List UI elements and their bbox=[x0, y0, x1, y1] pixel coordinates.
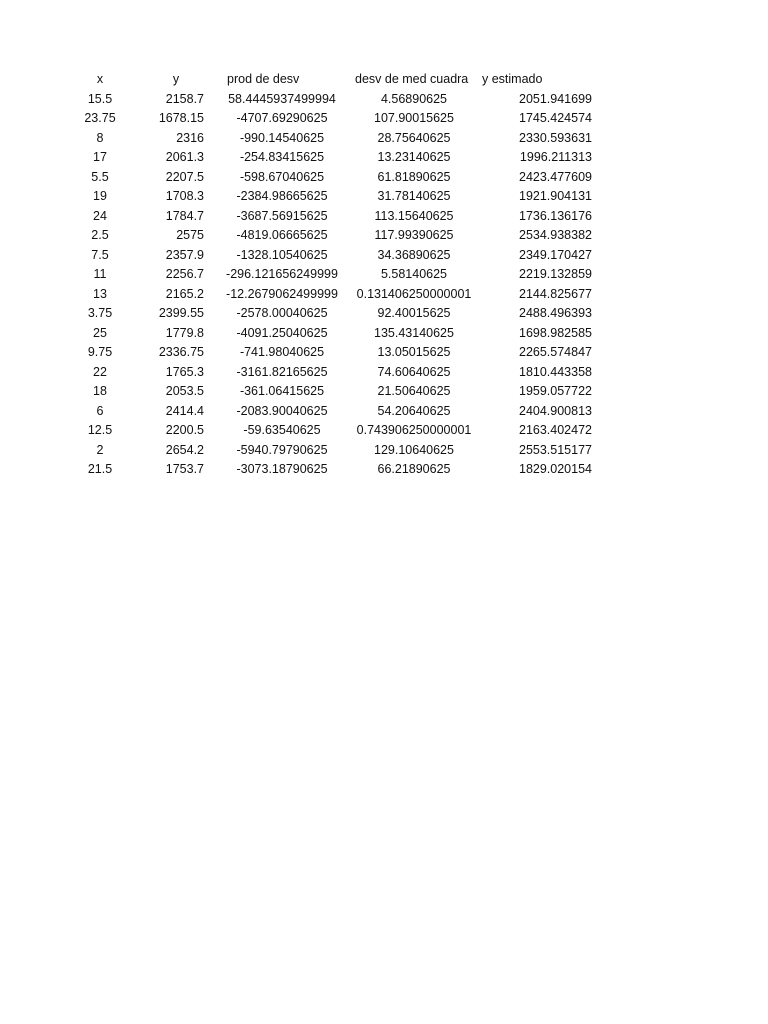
table-body bbox=[62, 90, 602, 480]
cell-y-estimado: 1921.904131 bbox=[519, 189, 592, 203]
cell-x: 2 bbox=[96, 442, 104, 457]
table-row bbox=[62, 265, 602, 285]
cell-prod-de-desv: -361.06415625 bbox=[239, 384, 325, 398]
cell-desv-de-med-cuadra: 66.21890625 bbox=[377, 462, 451, 476]
cell-desv-de-med-cuadra: 107.90015625 bbox=[374, 111, 454, 125]
cell-y-estimado: 2219.132859 bbox=[519, 267, 592, 281]
cell-y-estimado: 2144.825677 bbox=[519, 286, 592, 301]
cell-x: 6 bbox=[96, 403, 104, 418]
cell-desv-de-med-cuadra: 31.78140625 bbox=[377, 189, 451, 203]
cell-desv-de-med-cuadra: 34.36890625 bbox=[377, 247, 451, 262]
cell-y: 1779.8 bbox=[165, 325, 204, 340]
cell-y: 2053.5 bbox=[165, 384, 204, 398]
cell-x: 11 bbox=[93, 267, 107, 281]
cell-desv-de-med-cuadra: 5.58140625 bbox=[380, 267, 448, 281]
cell-desv-de-med-cuadra: 28.75640625 bbox=[377, 130, 451, 145]
cell-x: 17 bbox=[93, 150, 107, 164]
cell-prod-de-desv: -3073.18790625 bbox=[236, 462, 328, 476]
cell-y: 2336.75 bbox=[158, 345, 204, 359]
cell-y-estimado: 1996.211313 bbox=[519, 150, 592, 164]
table-row bbox=[62, 324, 602, 344]
cell-desv-de-med-cuadra: 129.10640625 bbox=[374, 442, 454, 457]
cell-desv-de-med-cuadra: 21.50640625 bbox=[377, 384, 451, 398]
header-x: x bbox=[96, 72, 104, 86]
cell-y-estimado: 2488.496393 bbox=[519, 306, 592, 320]
cell-desv-de-med-cuadra: 135.43140625 bbox=[374, 325, 454, 340]
cell-x: 19 bbox=[93, 189, 107, 203]
cell-y: 2316 bbox=[176, 130, 204, 145]
cell-prod-de-desv: 58.4445937499994 bbox=[228, 91, 336, 106]
cell-x: 12.5 bbox=[87, 423, 113, 437]
cell-desv-de-med-cuadra: 13.23140625 bbox=[377, 150, 451, 164]
table-row bbox=[62, 129, 602, 149]
cell-prod-de-desv: -5940.79790625 bbox=[236, 442, 328, 457]
cell-y: 2200.5 bbox=[165, 423, 204, 437]
cell-prod-de-desv: -3161.82165625 bbox=[236, 364, 328, 379]
table-row bbox=[62, 363, 602, 383]
cell-y-estimado: 2330.593631 bbox=[519, 130, 592, 145]
table-row bbox=[62, 343, 602, 363]
cell-y-estimado: 2404.900813 bbox=[519, 403, 592, 418]
regression-table bbox=[62, 70, 602, 480]
cell-desv-de-med-cuadra: 61.81890625 bbox=[377, 169, 451, 184]
cell-y: 2256.7 bbox=[165, 267, 204, 281]
cell-desv-de-med-cuadra: 0.131406250000001 bbox=[356, 286, 472, 301]
table-row bbox=[62, 90, 602, 110]
cell-y: 2158.7 bbox=[165, 91, 204, 106]
cell-y: 1708.3 bbox=[165, 189, 204, 203]
cell-y-estimado: 2423.477609 bbox=[519, 169, 592, 184]
table-row bbox=[62, 421, 602, 441]
cell-y-estimado: 1810.443358 bbox=[519, 364, 592, 379]
table-row bbox=[62, 148, 602, 168]
header-y: y bbox=[172, 72, 180, 86]
cell-prod-de-desv: -296.121656249999 bbox=[226, 267, 338, 281]
cell-prod-de-desv: -12.2679062499999 bbox=[226, 286, 338, 301]
header-prod-de-desv: prod de desv bbox=[227, 72, 300, 86]
cell-y-estimado: 1736.136176 bbox=[519, 208, 592, 223]
cell-y-estimado: 1745.424574 bbox=[519, 111, 592, 125]
table-row bbox=[62, 304, 602, 324]
cell-y: 2357.9 bbox=[165, 247, 204, 262]
cell-prod-de-desv: -59.63540625 bbox=[243, 423, 321, 437]
cell-y: 2575 bbox=[176, 228, 204, 242]
cell-x: 3.75 bbox=[87, 306, 113, 320]
table-row bbox=[62, 285, 602, 305]
cell-x: 23.75 bbox=[84, 111, 116, 125]
cell-x: 8 bbox=[96, 130, 104, 145]
cell-prod-de-desv: -2083.90040625 bbox=[236, 403, 328, 418]
cell-desv-de-med-cuadra: 74.60640625 bbox=[377, 364, 451, 379]
cell-x: 5.5 bbox=[91, 169, 109, 184]
cell-desv-de-med-cuadra: 113.15640625 bbox=[374, 208, 454, 223]
header-desv-de-med-cuadra: desv de med cuadra bbox=[355, 72, 469, 86]
table-row bbox=[62, 382, 602, 402]
cell-y: 1753.7 bbox=[165, 462, 204, 476]
cell-y-estimado: 2553.515177 bbox=[519, 442, 592, 457]
cell-x: 22 bbox=[93, 364, 107, 379]
cell-x: 9.75 bbox=[87, 345, 113, 359]
cell-desv-de-med-cuadra: 13.05015625 bbox=[377, 345, 451, 359]
table-row bbox=[62, 402, 602, 422]
cell-y-estimado: 2051.941699 bbox=[519, 91, 592, 106]
table-row bbox=[62, 187, 602, 207]
cell-y-estimado: 2534.938382 bbox=[519, 228, 592, 242]
cell-prod-de-desv: -2578.00040625 bbox=[236, 306, 328, 320]
cell-y: 2414.4 bbox=[165, 403, 204, 418]
cell-x: 24 bbox=[93, 208, 107, 223]
cell-x: 7.5 bbox=[91, 247, 109, 262]
header-row bbox=[62, 70, 602, 90]
table-row bbox=[62, 207, 602, 227]
table-row bbox=[62, 246, 602, 266]
cell-y: 2399.55 bbox=[158, 306, 204, 320]
table-row bbox=[62, 460, 602, 480]
table-row bbox=[62, 441, 602, 461]
cell-prod-de-desv: -4707.69290625 bbox=[236, 111, 328, 125]
cell-prod-de-desv: -3687.56915625 bbox=[236, 208, 328, 223]
header-y-estimado: y estimado bbox=[482, 72, 543, 86]
cell-y: 2207.5 bbox=[165, 169, 204, 184]
cell-desv-de-med-cuadra: 92.40015625 bbox=[377, 306, 451, 320]
cell-prod-de-desv: -4091.25040625 bbox=[236, 325, 328, 340]
cell-y: 1765.3 bbox=[165, 364, 204, 379]
cell-desv-de-med-cuadra: 4.56890625 bbox=[380, 91, 448, 106]
cell-x: 2.5 bbox=[91, 228, 109, 242]
cell-y-estimado: 2265.574847 bbox=[519, 345, 592, 359]
cell-x: 13 bbox=[93, 286, 107, 301]
table-row bbox=[62, 168, 602, 188]
cell-y: 2061.3 bbox=[165, 150, 204, 164]
table-row bbox=[62, 109, 602, 129]
cell-y-estimado: 1829.020154 bbox=[519, 462, 592, 476]
cell-prod-de-desv: -598.67040625 bbox=[239, 169, 325, 184]
cell-prod-de-desv: -1328.10540625 bbox=[236, 247, 328, 262]
cell-prod-de-desv: -254.83415625 bbox=[239, 150, 325, 164]
cell-prod-de-desv: -2384.98665625 bbox=[236, 189, 328, 203]
cell-prod-de-desv: -990.14540625 bbox=[239, 130, 325, 145]
cell-x: 15.5 bbox=[87, 91, 113, 106]
cell-prod-de-desv: -741.98040625 bbox=[239, 345, 325, 359]
cell-x: 18 bbox=[93, 384, 107, 398]
cell-x: 25 bbox=[93, 325, 107, 340]
table-row bbox=[62, 226, 602, 246]
cell-desv-de-med-cuadra: 0.743906250000001 bbox=[356, 423, 472, 437]
cell-desv-de-med-cuadra: 117.99390625 bbox=[374, 228, 454, 242]
cell-y-estimado: 2349.170427 bbox=[519, 247, 592, 262]
cell-prod-de-desv: -4819.06665625 bbox=[236, 228, 328, 242]
cell-y: 1784.7 bbox=[165, 208, 204, 223]
cell-y: 2165.2 bbox=[165, 286, 204, 301]
cell-y-estimado: 2163.402472 bbox=[519, 423, 592, 437]
cell-x: 21.5 bbox=[87, 462, 113, 476]
cell-desv-de-med-cuadra: 54.20640625 bbox=[377, 403, 451, 418]
cell-y-estimado: 1959.057722 bbox=[519, 384, 592, 398]
cell-y: 1678.15 bbox=[158, 111, 204, 125]
cell-y-estimado: 1698.982585 bbox=[519, 325, 592, 340]
cell-y: 2654.2 bbox=[165, 442, 204, 457]
